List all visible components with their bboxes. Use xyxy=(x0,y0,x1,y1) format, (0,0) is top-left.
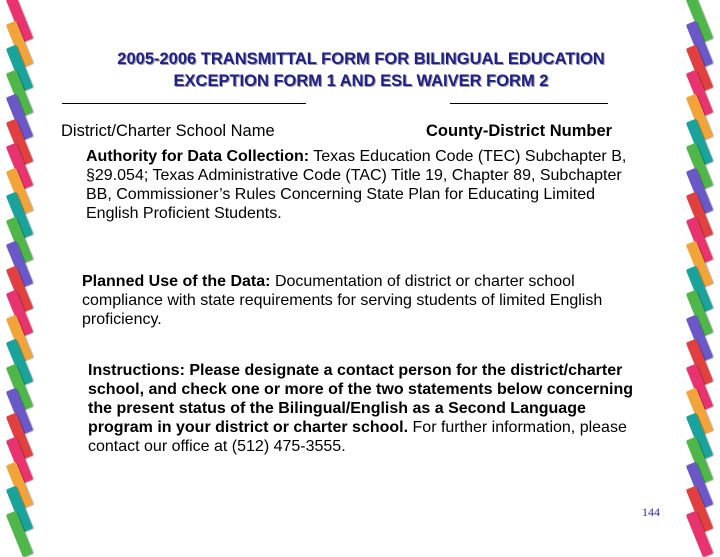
authority-paragraph xyxy=(86,147,646,223)
instructions-bold-text: Instructions: Please designate a contact person for the district/charter school, and check one or more of the two statements below concerning the present status of the Bilingual/English as a Second Language program in your district or charter school. xyxy=(88,362,633,436)
planned-use-text: Documentation of district or charter school compliance with state requirements for serving students of limited English proficiency. xyxy=(82,273,603,328)
county-district-number-blank[interactable] xyxy=(450,103,608,105)
county-district-number-label: County-District Number xyxy=(426,122,613,140)
district-name-blank[interactable] xyxy=(62,103,306,105)
form-title xyxy=(55,48,667,92)
form-title-line2: EXCEPTION FORM 1 AND ESL WAIVER FORM 2 xyxy=(173,72,549,90)
planned-use-paragraph xyxy=(82,272,647,329)
instructions-contact-text: For further information, please contact our office at (512) 475-3555. xyxy=(88,419,627,455)
page-number: 144 xyxy=(642,505,660,519)
left-decorative-border xyxy=(0,0,40,540)
form-title-line1: 2005-2006 TRANSMITTAL FORM FOR BILINGUAL EDUCATION xyxy=(117,50,605,68)
authority-text: Texas Education Code (TEC) Subchapter B, §29.054; Texas Administrative Code (TAC) Title 19, Chapter 89, Subchapter BB, Commissioner’s Rules Concerning State Plan for Educating Limited English Proficient Students. xyxy=(86,148,627,222)
right-decorative-border xyxy=(680,0,720,540)
district-name-label: District/Charter School Name xyxy=(61,122,275,140)
authority-heading: Authority for Data Collection: xyxy=(86,148,310,165)
instructions-paragraph xyxy=(88,361,640,456)
planned-use-heading: Planned Use of the Data: xyxy=(82,273,271,290)
